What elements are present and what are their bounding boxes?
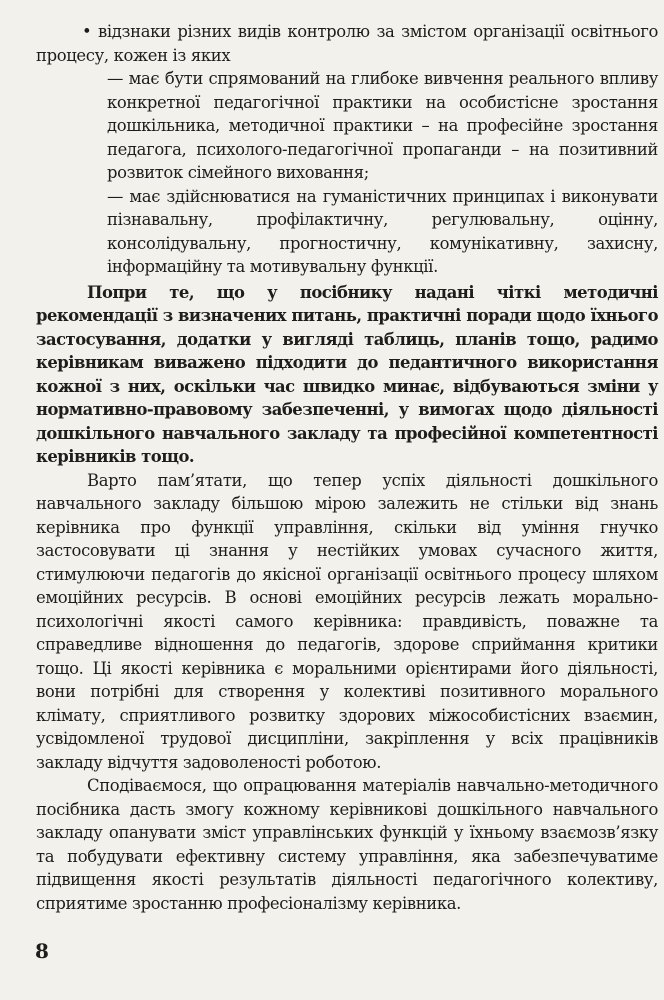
paragraph-2: Варто пам’ятати, що тепер успіх діяльності дошкільного навчального закладу більшою мірою залежить не стільки від знань керівника про функції управління, скільки від уміння гнучко застосовувати ці знання у нестійких умовах сучасного життя, стимулюючи педагогів до якісної організації освітнього процесу шляхом емоційних ресурсів. В основі емоційних ресурсів лежать морально-психологічні якості самого керівника: правдивість, поважне та справедливе відношення до педагогів, здорове сприймання критики тощо. Ці якості керівника є моральними орієнтирами його діяльності, вони потрібні для створення у колективі позитивного морального клімату, сприятливого розвитку здорових міжособистісних взаємин, усвідомленої трудової дисципліни, закріплення у всіх працівників закладу відчуття задоволеності роботою.	[36, 470, 658, 772]
body-text	[36, 20, 658, 915]
dash-item-2: — має здійснюватися на гуманістичних принципах і виконувати пізнавальну, профілактичну, регулювальну, оцінну, консолідувальну, прогностичну, комунікативну, захисну, інформаційну та мотивувальну функції.	[107, 186, 658, 276]
bold-paragraph: Попри те, що у посібнику надані чіткі методичні рекомендації з визначених питань, практичні поради щодо їхнього застосування, додатки у вигляді таблиць, планів тощо, радимо керівникам виважено підходити до педантичного використання кожної з них, оскільки час швидко минає, відбуваються зміни у нормативно-правовому забезпеченні, у вимогах щодо діяльності дошкільного навчального закладу та професійної компетентності керівників тощо.	[36, 282, 658, 466]
page-number: 8	[35, 939, 49, 963]
paragraph-3: Сподіваємося, що опрацювання матеріалів навчально-методичного посібника дасть змогу кожному керівникові дошкільного навчального закладу опанувати зміст управлінських функцій у їхньому взаємозв’язку та побудувати ефективну систему управління, яка забезпечуватиме підвищення якості результатів діяльності педагогічного колективу, сприятиме зростанню професіоналізму керівника.	[36, 776, 658, 913]
bullet-item: • відзнаки різних видів контролю за змістом організації освітнього процесу, кожен із яких	[36, 22, 658, 65]
dash-item-1: — має бути спрямований на глибоке вивчення реального впливу конкретної педагогічної практики на особистісне зростання дошкільника, методичної практики – на професійне зростання педагога, психолого-педагогічної пропаганди – на позитивний розвиток сімейного виховання;	[107, 69, 658, 182]
